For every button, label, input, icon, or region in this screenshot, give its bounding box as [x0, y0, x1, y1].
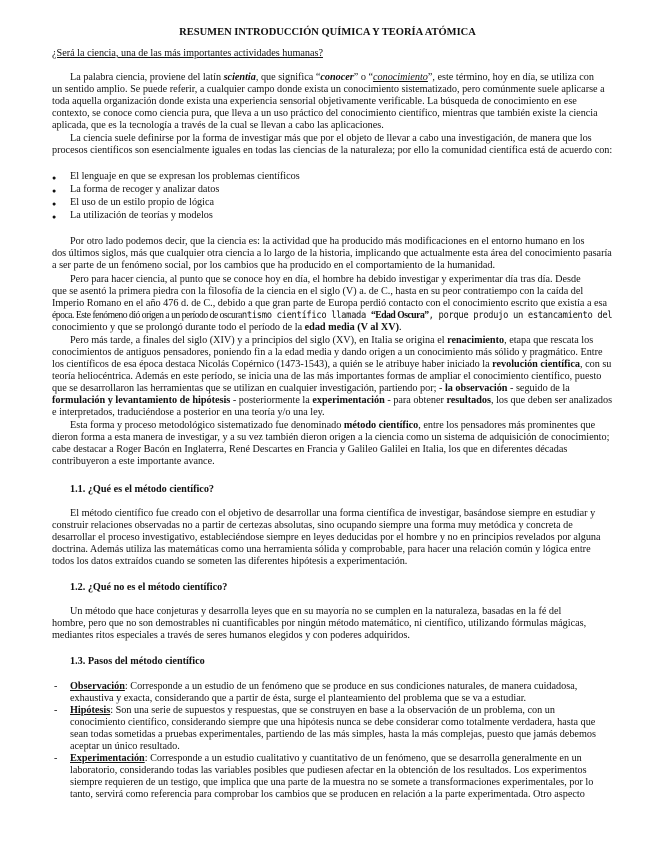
list-item: ● El uso de un estilo propio de lógica [70, 197, 214, 209]
paragraph-line: hombre, pero que no son demostrables ni cuantificables por ningún método matemático, ni científico, utilizando fórmulas mágicas, [52, 618, 587, 629]
paragraph-line: época. Este fenómeno dió origen a un período de oscurantismo científico llamada “Edad Oscura”, porque produjo un estancamiento del [52, 310, 613, 321]
list-item: ● La utilización de teorías y modelos [70, 210, 213, 222]
paragraph-line: La ciencia suele definirse por la forma de investigar más que por el objeto de llevar a cabo una investigación, de manera que los [70, 133, 592, 144]
list-item: ● La forma de recoger y analizar datos [70, 184, 219, 196]
section-heading: 1.2. ¿Qué no es el método científico? [70, 582, 228, 593]
paragraph-line: Por otro lado podemos decir, que la ciencia es: la actividad que ha producido más modificaciones en el entorno humano en los [70, 236, 585, 247]
paragraph-line: procesos científicos son esencialmente iguales en todas las ciencias de la naturaleza; por ello la comunidad científica está de acuerdo con: [52, 145, 613, 156]
paragraph-line: conocimientos de antiguos pensadores, poniendo fin a la edad media y dando origen a un conocimiento más sólido y pragmático. Entre [52, 347, 603, 358]
paragraph-line: siempre requieren de un testigo, que implica que una parte de la muestra no se somete a transformaciones experimentales, por lo [70, 777, 594, 788]
paragraph-line: construir relaciones observadas no a partir de certezas absolutas, sino ocupando siempre una forma muy metódica y concreta de [52, 520, 573, 531]
document-subtitle: ¿Será la ciencia, una de las más importantes actividades humanas? [52, 48, 323, 59]
paragraph-line: todos los datos extraídos cuando se someten las diferentes hipótesis a experimentación. [52, 556, 408, 567]
paragraph-line: que se asentó la primera piedra con la filosofía de la ciencia en el siglo (V) a. de C., hasta en su peor contratiempo con la caída del [52, 286, 584, 297]
paragraph-line: formulación y levantamiento de hipótesis - posteriormente la experimentación - para obtener resultados, los que deben ser analizados [52, 395, 613, 406]
paragraph-line: mediantes ritos especiales a través de seres humanos elegidos y con poderes adquiridos. [52, 630, 410, 641]
paragraph-line: laboratorio, considerando todas las variables posibles que pudiesen afectar en la obtención de los resultados. Los experimentos [70, 765, 587, 776]
paragraph-line: toda aquella organización donde exista una experiencia sensorial objetivamente verificable. La búsqueda de conocimiento en ese [52, 96, 577, 107]
section-heading: 1.3. Pasos del método científico [70, 656, 205, 667]
paragraph-line: Pero para hacer ciencia, al punto que se conoce hoy en día, el hombre ha debido investigar y experimentar día tras día. Desde [70, 274, 581, 285]
paragraph-line: Esta forma y proceso metodológico sistematizado fue denominado método científico, entre los pensadores más prominentes que [70, 420, 596, 431]
paragraph-line: doctrina. Además utiliza las matemáticas como una herramienta sólida y comprobable, para hacer una relación común y lógica entre [52, 544, 591, 555]
paragraph-line: dieron forma a esta manera de investigar, y a su vez también dieron origen a la ciencia como un sistema de adquisición de conocimiento; [52, 432, 610, 443]
document-title: RESUMEN INTRODUCCIÓN QUÍMICA Y TEORÍA ATÓMICA [179, 27, 476, 38]
list-item: - Experimentación: Corresponde a un estudio cualitativo y cuantitativo de un fenómeno, que se desarrolla generalmente en un [70, 753, 582, 765]
paragraph-line: Imperio Romano en el año 476 d. de C., debido a que gran parte de Europa perdió contacto con el conocimiento escrito que existía a esa [52, 298, 608, 309]
list-item: - Hipótesis: Son una serie de supuestos y respuestas, que se construyen en base a la observación de un problema, con un [70, 705, 555, 717]
paragraph-line: conocimiento y que se prolongó durante todo el período de la edad media (V al XV). [52, 322, 402, 333]
paragraph-line: sean todas sometidas a pruebas experimentales, partiendo de las más simples, hasta la más complejas, puesto que jamás debemos [70, 729, 596, 740]
section-heading: 1.1. ¿Qué es el método científico? [70, 484, 215, 495]
paragraph-line: a ser parte de un fenómeno social, por los cambios que ha producido en el comportamiento de la humanidad. [52, 260, 496, 271]
paragraph-line: El método científico fue creado con el objetivo de desarrollar una forma científica de investigar, basándose siempre en estudiar y [70, 508, 596, 519]
paragraph-line: Pero más tarde, a finales del siglo (XIV) y a principios del siglo (XV), en Italia se origina el renacimiento, etapa que rescata los [70, 335, 594, 346]
paragraph-line: teoría heliocéntrica. Además en este período, se inicia una de las más importantes formas de ampliar el conocimiento científico, puesto [52, 371, 602, 382]
paragraph-line: contribuyeron a este importante avance. [52, 456, 215, 467]
paragraph-line: contexto, se conoce como ciencia pura, que lleva a un uso práctico del conocimiento científico, mientras que también existe la ciencia [52, 108, 598, 119]
paragraph-line: desarrollar el proceso investigativo, estableciéndose siempre en leyes deducidas por el hombre y no en principios revelados por alguna [52, 532, 601, 543]
paragraph-line: que se desarrollaron las herramientas que se utilizan en cualquier investigación, partiendo por; - la observación - seguido de la [52, 383, 570, 394]
paragraph-line: e interpretados, traduciéndose a posterior en una teoría y/o una ley. [52, 407, 325, 418]
paragraph-line: aplicada, que es la tecnología a través de la cual se llevan a cabo las aplicaciones. [52, 120, 384, 131]
paragraph-line: La palabra ciencia, proviene del latín scientia, que significa “conocer” o “conocimiento”, este término, hoy en día, se utiliza con [70, 72, 594, 83]
paragraph-line: tanto, servirá como referencia para comprobar los cambios que se producen en relación a la parte experimentada. Otro aspecto [70, 789, 585, 800]
paragraph-line: conocimiento científico, considerando siempre que una hipótesis nunca se debe considerar como totalmente verdadera, hasta que [70, 717, 596, 728]
paragraph-line: dos últimos siglos, más que cualquier otra ciencia a lo largo de la historia, implicando que actualmente esta área del conocimiento pasaría [52, 248, 612, 259]
list-item: ● El lenguaje en que se expresan los problemas científicos [70, 171, 300, 183]
paragraph-line: un sentido amplio. Se puede referir, a cualquier campo donde exista un conocimiento sistematizado, pero comúnmente suele aplicarse a [52, 84, 605, 95]
paragraph-line: exhaustiva y exacta, considerando que a partir de ésta, surge el planteamiento del problema que se va a estudiar. [70, 693, 527, 704]
list-item: - Observación: Corresponde a un estudio de un fenómeno que se produce en sus condiciones naturales, de manera cuidadosa, [70, 681, 577, 693]
paragraph-line: aceptar un único resultado. [70, 741, 180, 752]
paragraph-line: Un método que hace conjeturas y desarrolla leyes que en su mayoría no se cumplen en la naturaleza, basadas en la fé del [70, 606, 562, 617]
paragraph-line: los científicos de esa época destaca Nicolás Copérnico (1473-1543), a quién se le atribuye haber iniciado la revolución científica, con su [52, 359, 612, 370]
paragraph-line: cabe destacar a Roger Bacón en Inglaterra, René Descartes en Francia y Galileo Galilei en Italia, los que en diferentes décadas [52, 444, 568, 455]
